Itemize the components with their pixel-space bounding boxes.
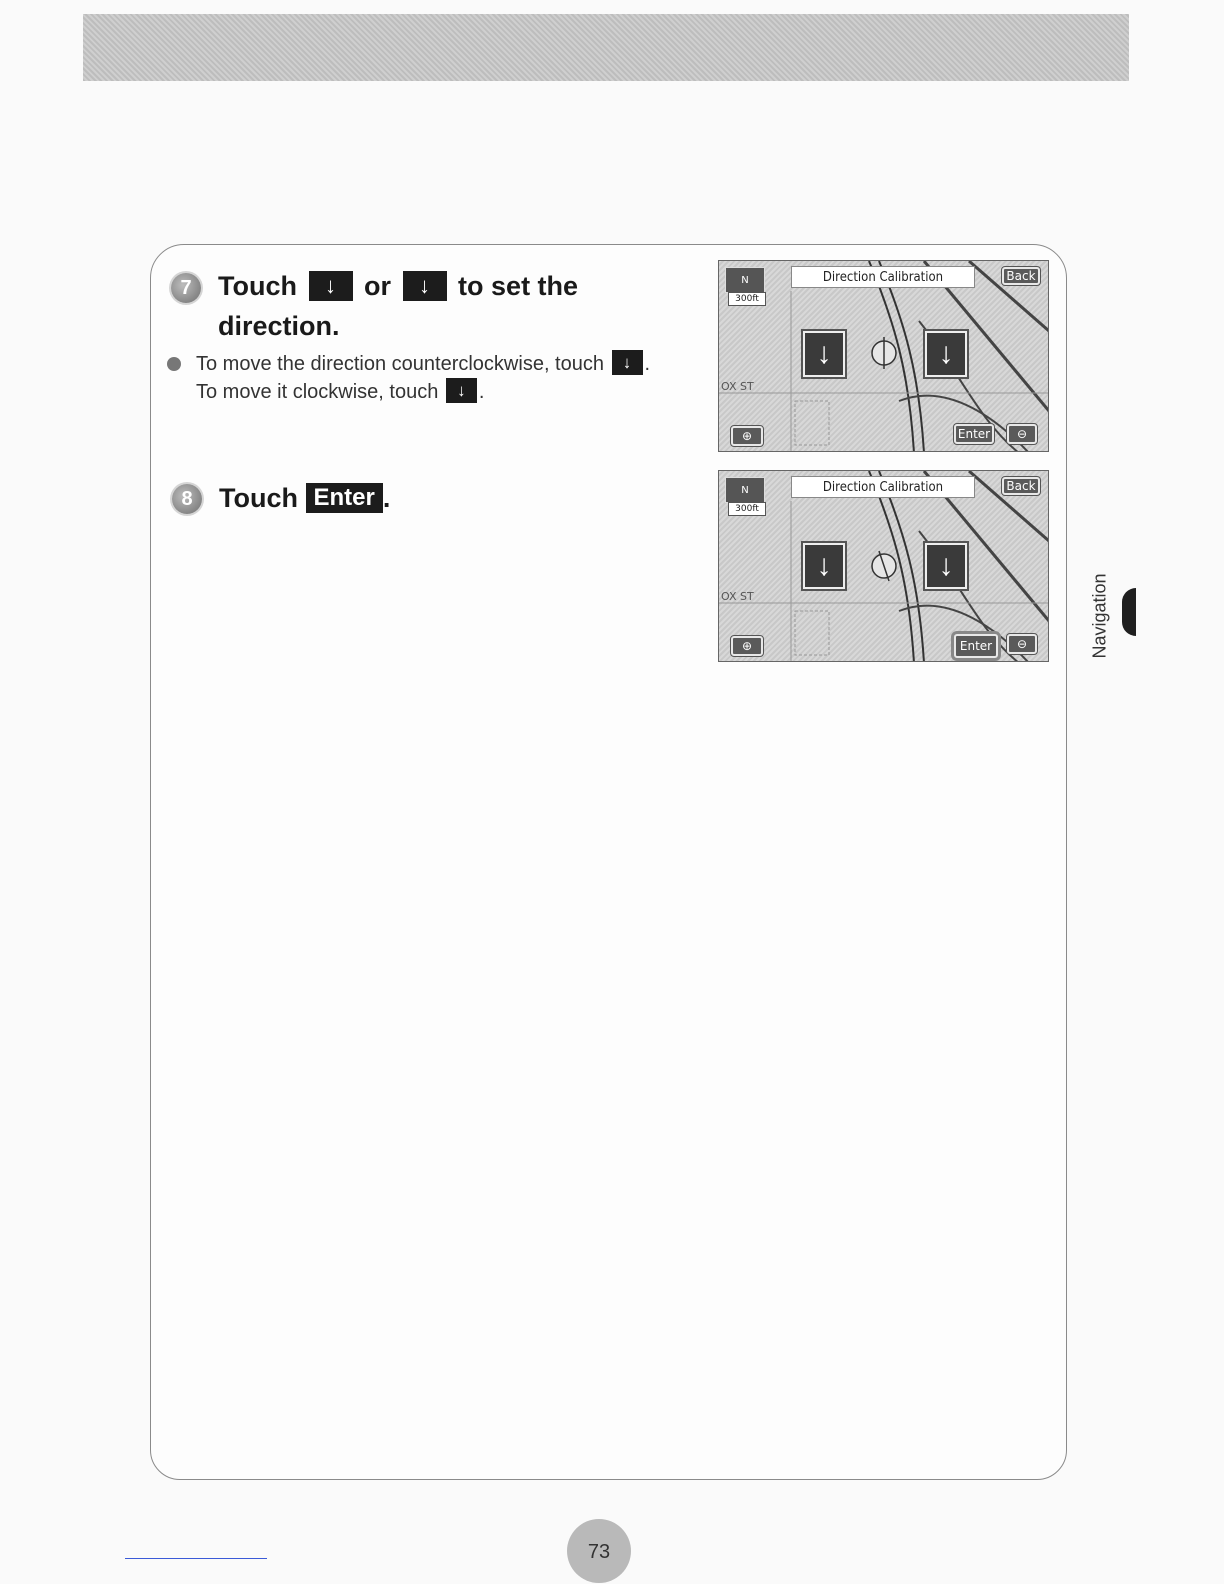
step7-or-word: or — [364, 271, 392, 301]
step-number-8: 8 — [172, 484, 202, 514]
cw-arrow-button[interactable]: ↓ — [925, 331, 967, 377]
footer-rule — [125, 1558, 267, 1559]
step7-touch-word: Touch — [218, 271, 297, 301]
enter-button[interactable]: Enter — [954, 424, 994, 444]
street-label: OX ST — [721, 380, 754, 393]
header-band — [83, 14, 1129, 81]
screen-title: Direction Calibration — [791, 266, 975, 288]
map-roads — [719, 261, 1049, 452]
step7-bullet-text — [196, 350, 650, 406]
step7-heading — [218, 266, 578, 306]
period: . — [382, 483, 391, 513]
ccw-arrow-button[interactable]: ↓ — [803, 543, 845, 589]
bullet-dot — [167, 357, 181, 371]
calibration-screenshot-2 — [718, 470, 1049, 662]
scale-indicator: 300ft — [728, 292, 766, 306]
scale-indicator: 300ft — [728, 502, 766, 516]
enter-key-icon: Enter — [306, 483, 383, 513]
zoom-out-button[interactable]: ⊖ — [1007, 424, 1037, 444]
zoom-out-button[interactable]: ⊖ — [1007, 634, 1037, 654]
street-label: OX ST — [721, 590, 754, 603]
zoom-in-button[interactable]: ⊕ — [731, 636, 763, 656]
step7-heading-line2: direction. — [218, 311, 340, 341]
page-number: 73 — [587, 1541, 611, 1563]
bullet-line1: To move the direction counterclockwise, touch — [196, 353, 604, 375]
cw-arrow-button[interactable]: ↓ — [925, 543, 967, 589]
screen-title: Direction Calibration — [791, 476, 975, 498]
step-number-7: 7 — [171, 273, 201, 303]
step8-heading — [219, 478, 390, 518]
enter-button[interactable]: Enter — [954, 634, 998, 658]
compass-icon: N — [725, 267, 765, 293]
compass-icon: N — [725, 477, 765, 503]
ccw-arrow-icon: ↓ — [309, 271, 353, 301]
map-roads — [719, 471, 1049, 662]
page-number-disc — [567, 1519, 631, 1583]
section-tab-marker — [1122, 588, 1136, 636]
period: . — [644, 353, 651, 375]
section-tab-label: Navigation — [1089, 573, 1110, 659]
ccw-arrow-button[interactable]: ↓ — [803, 331, 845, 377]
bullet-line2: To move it clockwise, touch — [196, 381, 439, 403]
back-button[interactable]: Back — [1002, 477, 1040, 495]
ccw-arrow-icon-small: ↓ — [612, 350, 643, 375]
step7-heading-rest: to set the — [458, 271, 579, 301]
step8-touch-word: Touch — [219, 483, 298, 513]
cw-arrow-icon: ↓ — [403, 271, 447, 301]
calibration-screenshot-1 — [718, 260, 1049, 452]
zoom-in-button[interactable]: ⊕ — [731, 426, 763, 446]
period: . — [478, 381, 485, 403]
cw-arrow-icon-small: ↓ — [446, 378, 477, 403]
back-button[interactable]: Back — [1002, 267, 1040, 285]
